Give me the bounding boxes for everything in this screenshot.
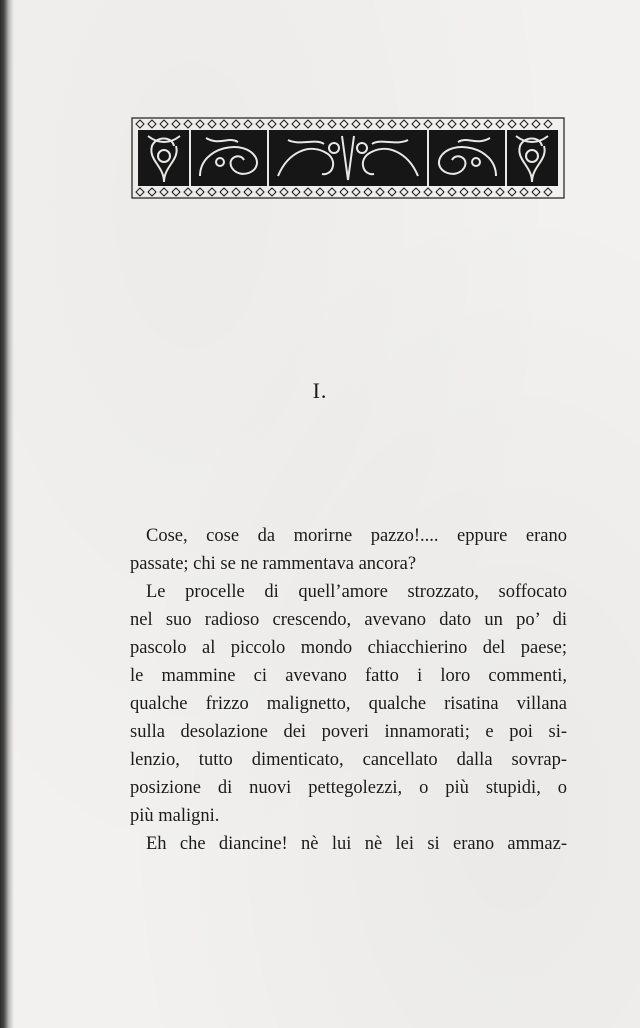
text-line: sulla desolazione dei poveri innamorati; e poi si-	[130, 722, 567, 742]
text-line: lenzio, tutto dimenticato, cancellato dalla sovrap-	[130, 750, 567, 770]
text-line: Cose, cose da morirne pazzo!.... eppure erano	[146, 526, 567, 546]
text-line: Eh che diancine! nè lui nè lei si erano ammaz-	[146, 834, 567, 854]
body-text	[130, 522, 567, 858]
text-line: posizione di nuovi pettegolezzi, o più stupidi, o	[130, 778, 567, 798]
text-line: nel suo radioso crescendo, avevano dato un po’ di	[130, 610, 567, 630]
decorative-headpiece-icon	[128, 116, 568, 200]
text-line: pascolo al piccolo mondo chiacchierino del paese;	[130, 638, 567, 658]
text-line: Le procelle di quell’amore strozzato, soffocato	[146, 582, 567, 602]
text-line: qualche frizzo malignetto, qualche risatina villana	[130, 694, 567, 714]
text-line: le mammine ci avevano fatto i loro commenti,	[130, 666, 567, 686]
page-binding-edge	[0, 0, 14, 1028]
chapter-number: I.	[312, 378, 328, 403]
text-line: passate; chi se ne rammentava ancora?	[130, 554, 417, 574]
text-line: più maligni.	[130, 806, 220, 826]
